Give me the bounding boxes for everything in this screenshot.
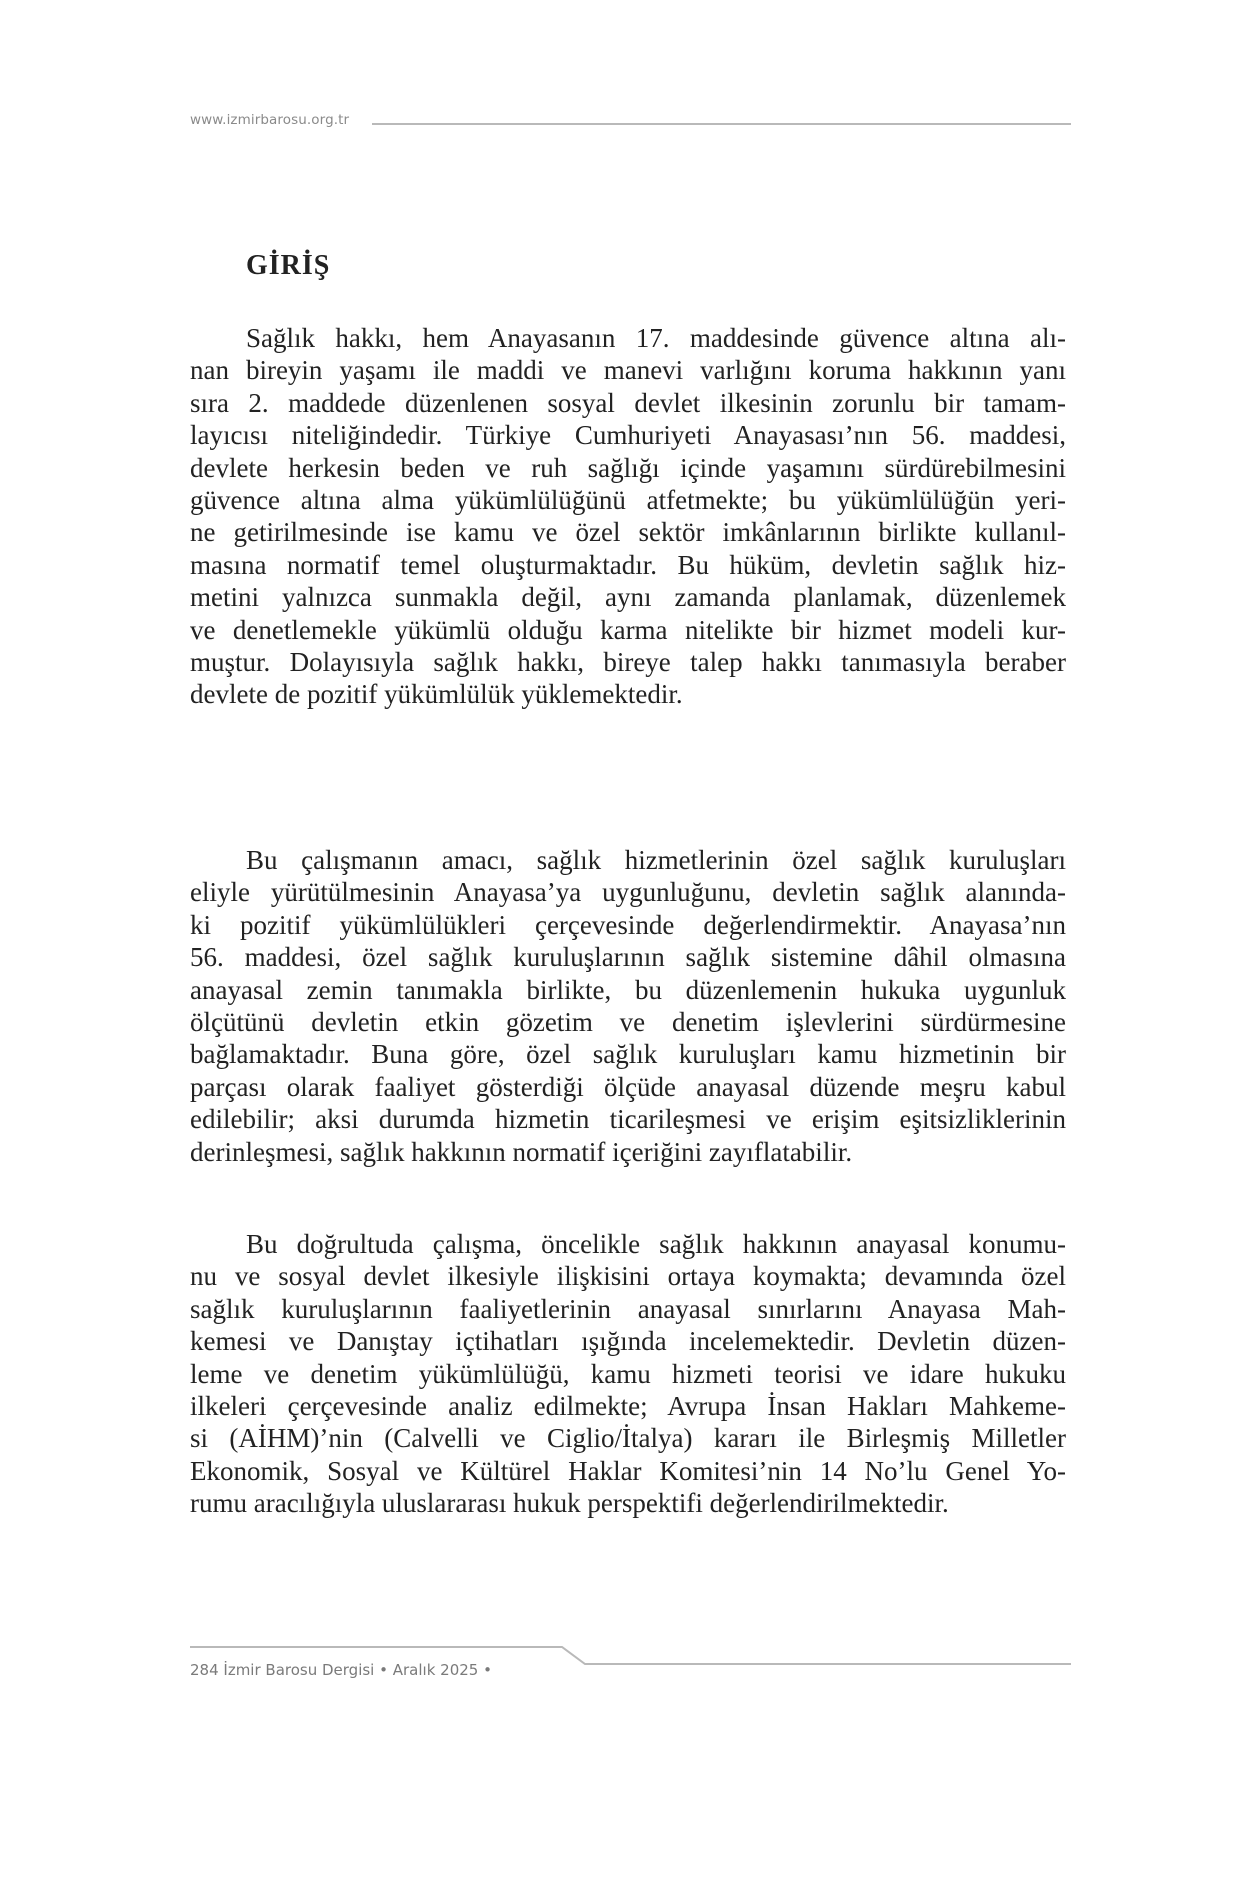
text-line: ki pozitif yükümlülükleri çerçevesinde değerlendirmektir. Anayasa’nın — [190, 909, 1066, 940]
text-line: ve denetlemekle yükümlü olduğu karma nitelikte bir hizmet modeli kur- — [190, 614, 1066, 645]
text-line: masına normatif temel oluşturmaktadır. Bu hüküm, devletin sağlık hiz- — [190, 549, 1066, 580]
text-line: ne getirilmesinde ise kamu ve özel sektör imkânlarının birlikte kullanıl- — [190, 517, 1066, 548]
text-line: anayasal zemin tanımakla birlikte, bu düzenlemenin hukuka uygunluk — [190, 974, 1066, 1005]
text-line: rumu aracılığıyla uluslararası hukuk perspektifi değerlendirilmektedir. — [190, 1488, 949, 1519]
text-line: Sağlık hakkı, hem Anayasanın 17. maddesinde güvence altına alı- — [246, 323, 1066, 353]
header-url: www.izmirbarosu.org.tr — [190, 112, 350, 128]
text-line: ölçütünü devletin etkin gözetim ve denetim işlevlerini sürdürmesine — [190, 1007, 1066, 1037]
text-line: edilebilir; aksi durumda hizmetin ticarileşmesi ve erişim eşitsizliklerinin — [190, 1104, 1066, 1135]
footer-text: 284 İzmir Barosu Dergisi • Aralık 2025 • — [190, 1661, 492, 1679]
text-line: si (AİHM)’nin (Calvelli ve Ciglio/İtalya) kararı ile Birleşmiş Milletler — [190, 1423, 1066, 1454]
text-line: Ekonomik, Sosyal ve Kültürel Haklar Komitesi’nin 14 No’lu Genel Yo- — [190, 1455, 1066, 1486]
text-line: eliyle yürütülmesinin Anayasa’ya uygunluğunu, devletin sağlık alanında- — [190, 877, 1066, 908]
text-line: sıra 2. maddede düzenlenen sosyal devlet ilkesinin zorunlu bir tamam- — [190, 387, 1066, 418]
text-line: devlete herkesin beden ve ruh sağlığı içinde yaşamını sürdürebilmesini — [190, 452, 1066, 483]
text-line: 56. maddesi, özel sağlık kuruluşlarının sağlık sistemine dâhil olmasına — [190, 942, 1066, 973]
text-line: ilkeleri çerçevesinde analiz edilmekte; Avrupa İnsan Hakları Mahkeme- — [190, 1391, 1066, 1421]
text-line: devlete de pozitif yükümlülük yüklemektedir. — [190, 679, 683, 710]
text-line: metini yalnızca sunmakla değil, aynı zamanda planlamak, düzenlemek — [190, 582, 1066, 613]
text-line: güvence altına alma yükümlülüğünü atfetmekte; bu yükümlülüğün yeri- — [190, 485, 1066, 515]
text-line: muştur. Dolayısıyla sağlık hakkı, bireye talep hakkı tanımasıyla beraber — [190, 647, 1066, 677]
text-line: Bu doğrultuda çalışma, öncelikle sağlık hakkının anayasal konumu- — [246, 1229, 1066, 1259]
text-line: layıcısı niteliğindedir. Türkiye Cumhuriyeti Anayasası’nın 56. maddesi, — [190, 420, 1066, 451]
text-line: nu ve sosyal devlet ilkesiyle ilişkisini ortaya koymakta; devamında özel — [190, 1261, 1066, 1292]
text-line: leme ve denetim yükümlülüğü, kamu hizmeti teorisi ve idare hukuku — [190, 1358, 1066, 1389]
text-line: bağlamaktadır. Buna göre, özel sağlık kuruluşları kamu hizmetinin bir — [190, 1039, 1066, 1070]
text-line: derinleşmesi, sağlık hakkının normatif içeriğini zayıflatabilir. — [190, 1136, 853, 1167]
text-line: kemesi ve Danıştay içtihatları ışığında incelemektedir. Devletin düzen- — [190, 1326, 1066, 1357]
text-line: parçası olarak faaliyet gösterdiği ölçüde anayasal düzende meşru kabul — [190, 1071, 1066, 1102]
section-heading: GİRİŞ — [246, 250, 331, 281]
text-line: sağlık kuruluşlarının faaliyetlerinin anayasal sınırlarını Anayasa Mah- — [190, 1293, 1066, 1324]
text-line: Bu çalışmanın amacı, sağlık hizmetlerinin özel sağlık kuruluşları — [246, 845, 1066, 875]
text-line: nan bireyin yaşamı ile maddi ve manevi varlığını koruma hakkının yanı — [190, 355, 1066, 386]
